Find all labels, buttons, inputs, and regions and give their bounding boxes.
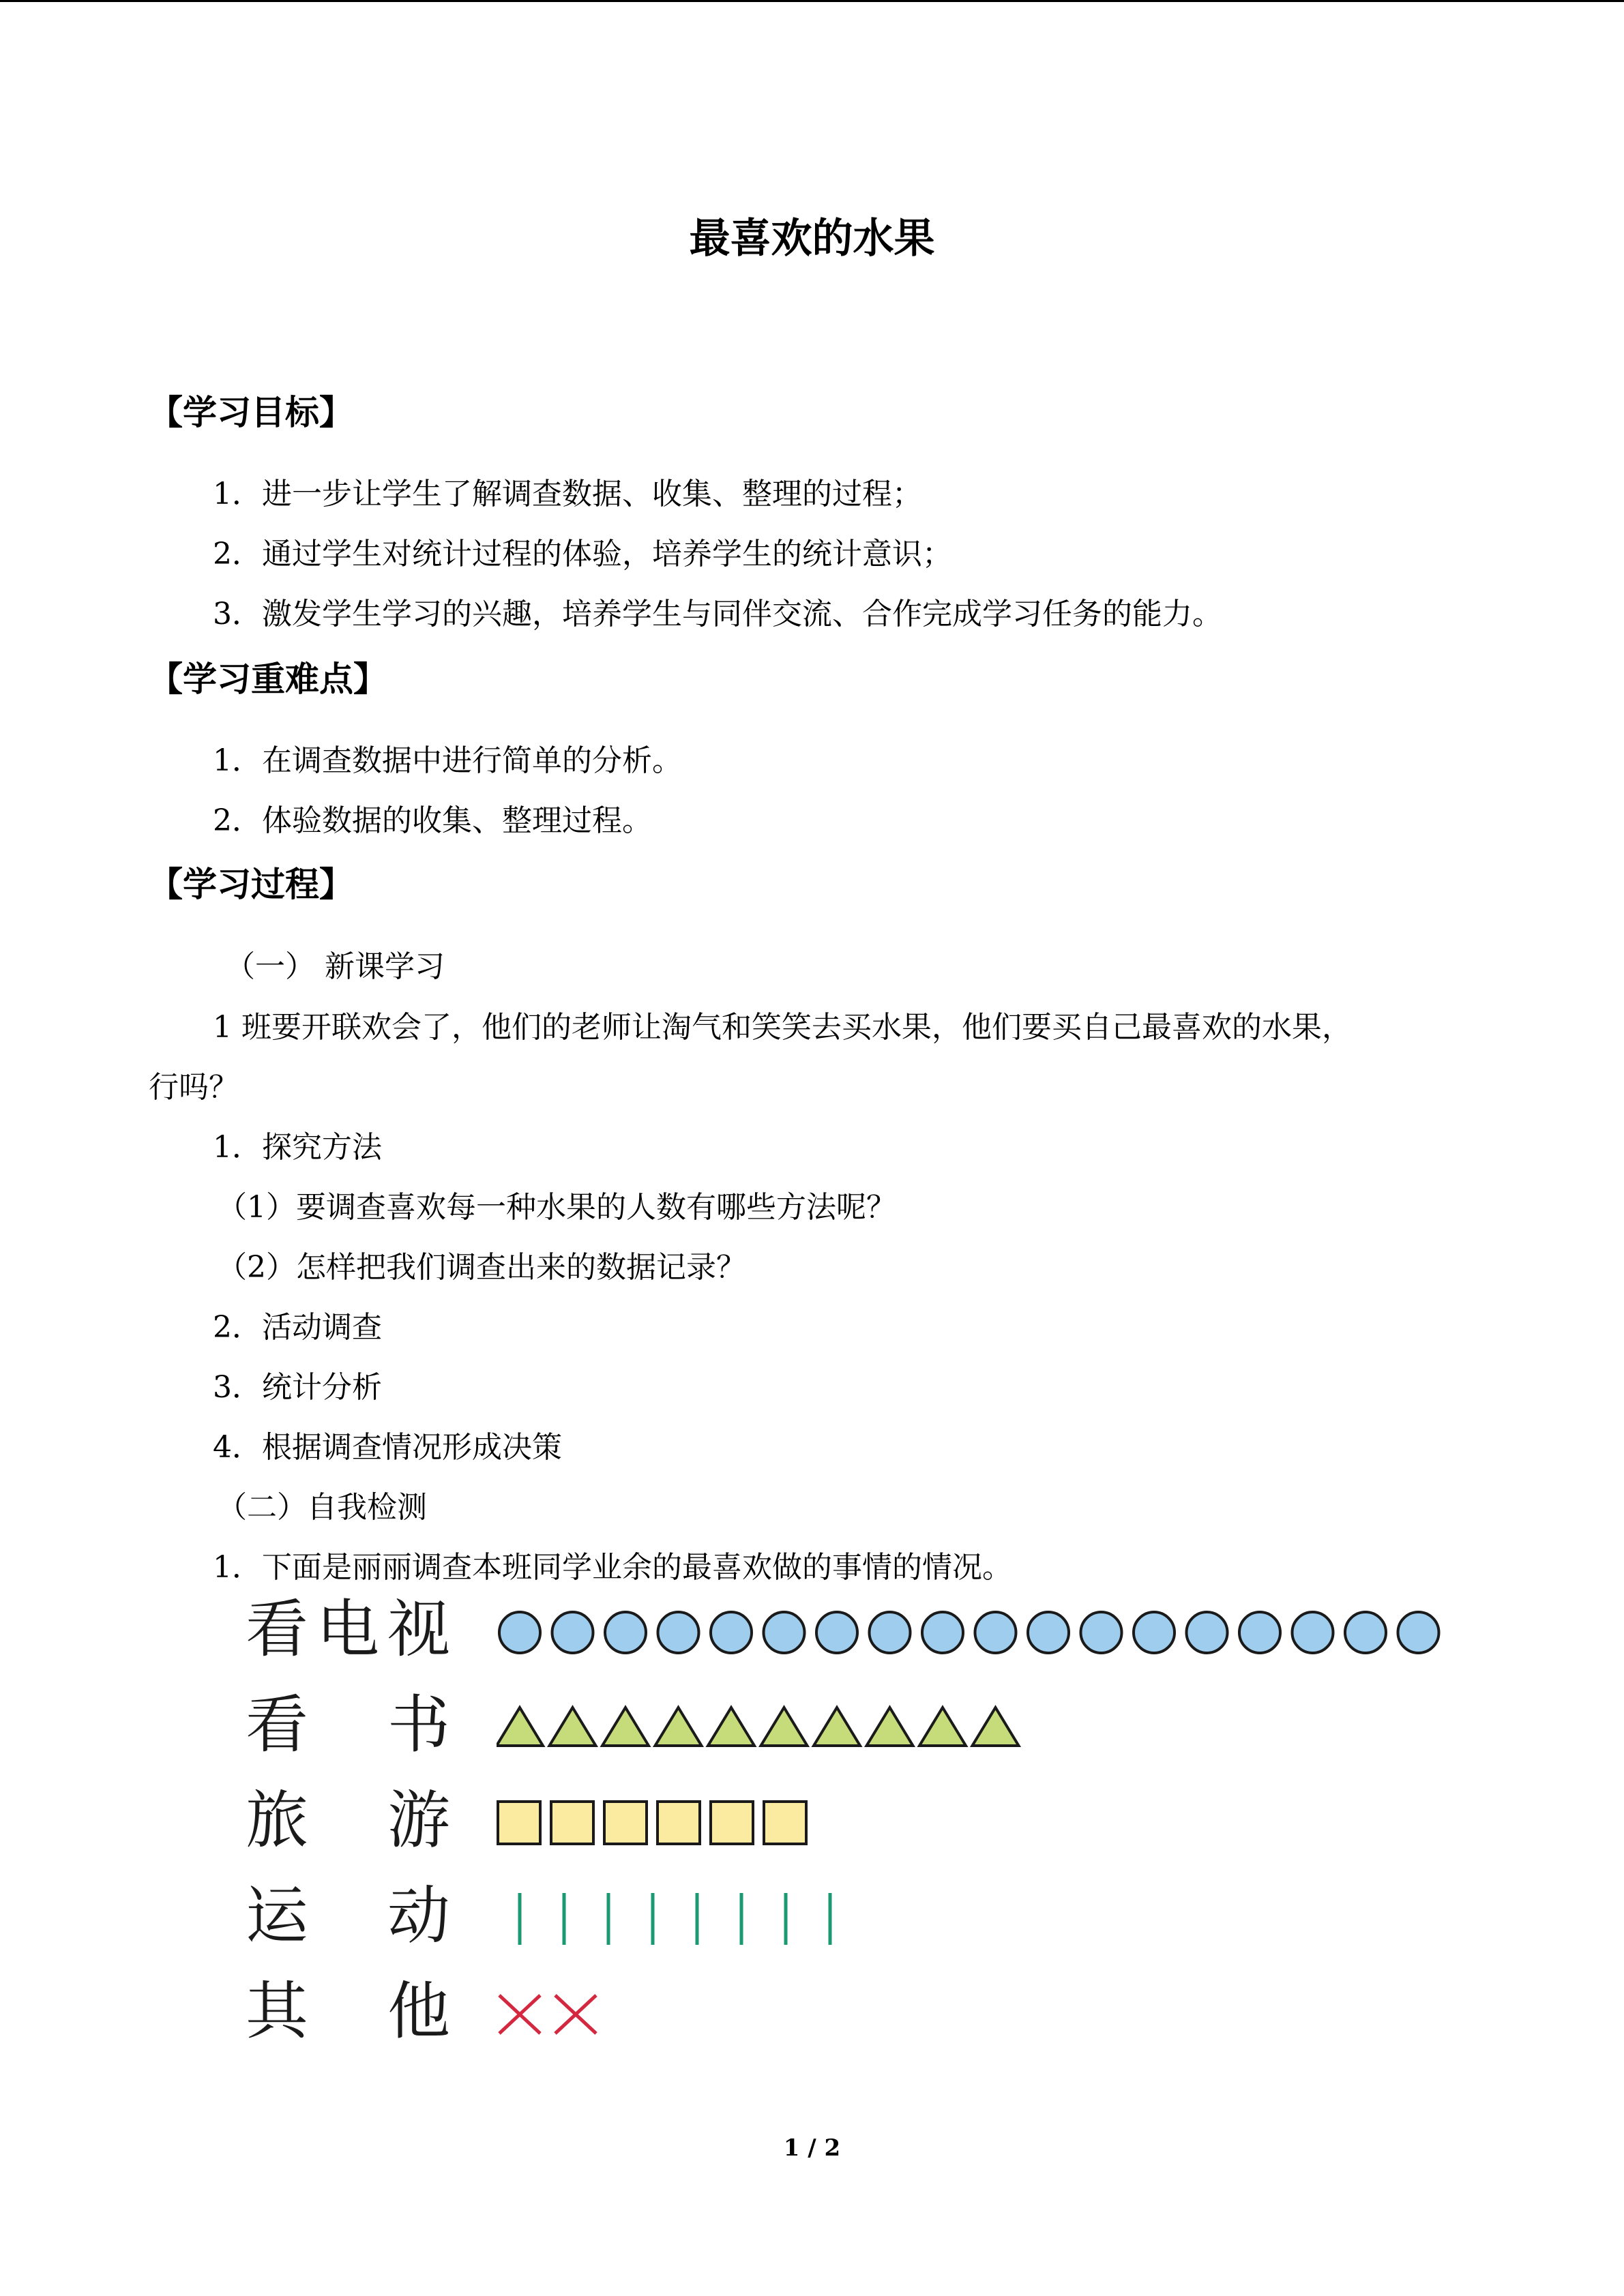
cross-mark xyxy=(555,1995,596,2033)
cross-mark xyxy=(499,1995,540,2033)
triangle-mark xyxy=(867,1708,913,1746)
circle-mark xyxy=(1293,1612,1333,1653)
circle-mark xyxy=(870,1612,911,1653)
pictograph-row-2 xyxy=(497,1780,829,1862)
circle-mark xyxy=(1081,1612,1122,1653)
keypoint-item-2: 2．体验数据的收集、整理过程。 xyxy=(213,803,652,838)
pictograph-row-4 xyxy=(497,1971,622,2053)
row-label-char: 游 xyxy=(387,1784,450,1857)
goal-item-1: 1．进一步让学生了解调查数据、收集、整理的过程； xyxy=(213,477,922,511)
step-2: 2．活动调查 xyxy=(213,1310,382,1345)
circle-mark xyxy=(552,1612,593,1653)
step-3: 3．统计分析 xyxy=(213,1370,382,1405)
row-label-char: 动 xyxy=(387,1879,450,1952)
circle-mark xyxy=(658,1612,699,1653)
intro-line-2: 行吗？ xyxy=(149,1070,239,1105)
triangle-mark xyxy=(919,1708,966,1746)
triangle-mark xyxy=(761,1708,808,1746)
triangle-mark xyxy=(708,1708,754,1746)
triangle-mark xyxy=(497,1708,543,1746)
circle-mark xyxy=(816,1612,857,1653)
square-mark xyxy=(604,1802,647,1844)
page-top-border xyxy=(0,0,1624,2)
circle-mark xyxy=(1028,1612,1069,1653)
step-1: 1．探究方法 xyxy=(213,1130,382,1165)
row-label-char: 书 xyxy=(387,1688,450,1761)
circle-mark xyxy=(1398,1612,1439,1653)
pictograph-row-1 xyxy=(497,1684,1039,1766)
square-mark xyxy=(498,1802,540,1844)
row-label-char: 看 xyxy=(246,1593,309,1666)
triangle-mark xyxy=(973,1708,1019,1746)
step-1-2: （2）怎样把我们调查出来的数据记录？ xyxy=(217,1250,746,1285)
circle-mark xyxy=(922,1612,963,1653)
row-label xyxy=(246,1875,450,1957)
row-label-char: 运 xyxy=(246,1879,309,1952)
triangle-mark xyxy=(602,1708,649,1746)
page-title: 最喜欢的水果 xyxy=(689,215,935,263)
circle-mark xyxy=(711,1612,752,1653)
part2-heading: （二）自我检测 xyxy=(217,1490,427,1525)
square-mark xyxy=(711,1802,753,1844)
section-heading-keypoints: 【学习重难点】 xyxy=(149,659,387,699)
triangle-mark xyxy=(814,1708,860,1746)
circle-mark xyxy=(499,1612,540,1653)
pictograph-row-0 xyxy=(497,1589,1462,1671)
circle-mark xyxy=(1134,1612,1175,1653)
row-label-char: 其 xyxy=(246,1975,309,2048)
step-4: 4．根据调查情况形成决策 xyxy=(213,1430,562,1465)
row-label-char: 电 xyxy=(316,1593,379,1666)
circle-mark xyxy=(1187,1612,1228,1653)
hobby-pictograph xyxy=(0,1589,1624,2080)
circle-mark xyxy=(1239,1612,1280,1653)
triangle-mark xyxy=(550,1708,596,1746)
row-label-char: 看 xyxy=(246,1688,309,1761)
page-number: 1 / 2 xyxy=(783,2134,841,2162)
square-mark xyxy=(658,1802,700,1844)
row-label-char: 他 xyxy=(387,1975,450,2048)
row-label xyxy=(246,1589,450,1671)
row-label-char: 视 xyxy=(387,1593,450,1666)
goal-item-2: 2．通过学生对统计过程的体验，培养学生的统计意识； xyxy=(213,537,952,571)
pictograph-row-3 xyxy=(497,1875,865,1957)
row-label xyxy=(246,1971,450,2053)
keypoint-item-1: 1．在调查数据中进行简单的分析。 xyxy=(213,743,682,778)
exercise-1: 1．下面是丽丽调查本班同学业余的最喜欢做的事情的情况。 xyxy=(213,1550,1012,1585)
section-heading-process: 【学习过程】 xyxy=(149,865,353,904)
part1-heading: （一） 新课学习 xyxy=(225,949,445,984)
row-label xyxy=(246,1684,450,1766)
circle-mark xyxy=(605,1612,646,1653)
triangle-mark xyxy=(655,1708,702,1746)
circle-mark xyxy=(764,1612,805,1653)
square-mark xyxy=(764,1802,806,1844)
row-label-char: 旅 xyxy=(246,1784,309,1857)
goal-item-3: 3．激发学生学习的兴趣，培养学生与同伴交流、合作完成学习任务的能力。 xyxy=(213,597,1222,631)
row-label xyxy=(246,1780,450,1862)
circle-mark xyxy=(1345,1612,1386,1653)
step-1-1: （1）要调查喜欢每一种水果的人数有哪些方法呢？ xyxy=(217,1190,896,1225)
intro-line-1: 1 班要开联欢会了，他们的老师让淘气和笑笑去买水果，他们要买自己最喜欢的水果， xyxy=(213,1010,1352,1045)
section-heading-goals: 【学习目标】 xyxy=(149,393,353,432)
circle-mark xyxy=(975,1612,1016,1653)
square-mark xyxy=(551,1802,593,1844)
